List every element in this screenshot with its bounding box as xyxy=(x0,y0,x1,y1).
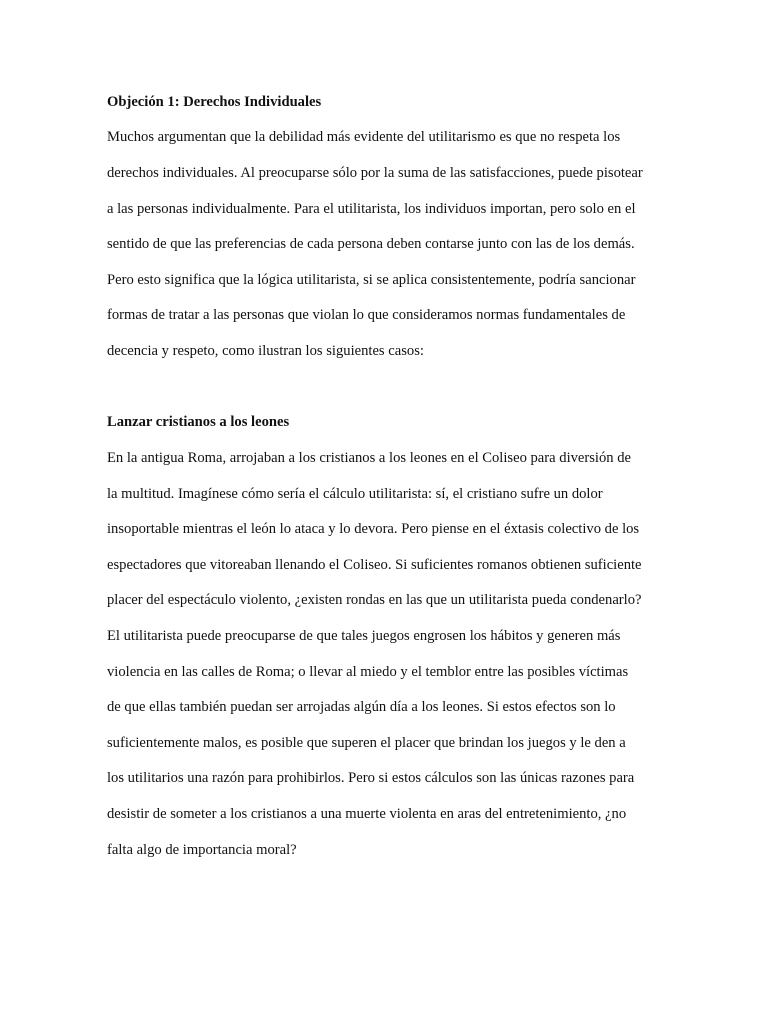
paragraph-line: suficientemente malos, es posible que superen el placer que brindan los juegos y le den a xyxy=(107,735,626,751)
paragraph-line: la multitud. Imagínese cómo sería el cálculo utilitarista: sí, el cristiano sufre un dolor xyxy=(107,486,603,502)
paragraph-line: Muchos argumentan que la debilidad más evidente del utilitarismo es que no respeta los xyxy=(107,129,621,145)
paragraph-line: violencia en las calles de Roma; o llevar al miedo y el temblor entre las posibles víctimas xyxy=(107,664,629,680)
paragraph-line: Pero esto significa que la lógica utilitarista, si se aplica consistentemente, podría sancionar xyxy=(107,272,636,288)
paragraph-line: desistir de someter a los cristianos a una muerte violenta en aras del entretenimiento, ¿no xyxy=(107,806,627,822)
section-heading-objection-1: Objeción 1: Derechos Individuales xyxy=(107,94,322,110)
paragraph-line: derechos individuales. Al preocuparse sólo por la suma de las satisfacciones, puede pisotear xyxy=(107,165,643,181)
paragraph-line: El utilitarista puede preocuparse de que tales juegos engrosen los hábitos y generen más xyxy=(107,628,621,644)
paragraph-line: placer del espectáculo violento, ¿existen rondas en las que un utilitarista pueda condenarlo? xyxy=(107,592,642,608)
paragraph-line: decencia y respeto, como ilustran los siguientes casos: xyxy=(107,343,424,359)
paragraph-line: espectadores que vitoreaban llenando el Coliseo. Si suficientes romanos obtienen suficiente xyxy=(107,557,642,573)
paragraph-line: falta algo de importancia moral? xyxy=(107,842,297,858)
paragraph-line: de que ellas también puedan ser arrojadas algún día a los leones. Si estos efectos son lo xyxy=(107,699,616,715)
paragraph-line: los utilitarios una razón para prohibirlos. Pero si estos cálculos son las únicas razones para xyxy=(107,770,635,786)
paragraph-line: formas de tratar a las personas que violan lo que consideramos normas fundamentales de xyxy=(107,307,626,323)
section-heading-lions: Lanzar cristianos a los leones xyxy=(107,414,290,430)
paragraph-line: sentido de que las preferencias de cada persona deben contarse junto con las de los demás. xyxy=(107,236,635,252)
paragraph-line: En la antigua Roma, arrojaban a los cristianos a los leones en el Coliseo para diversión de xyxy=(107,450,632,466)
paragraph-line: a las personas individualmente. Para el utilitarista, los individuos importan, pero solo en el xyxy=(107,201,636,217)
paragraph-line: insoportable mientras el león lo ataca y lo devora. Pero piense en el éxtasis colectivo de los xyxy=(107,521,640,537)
